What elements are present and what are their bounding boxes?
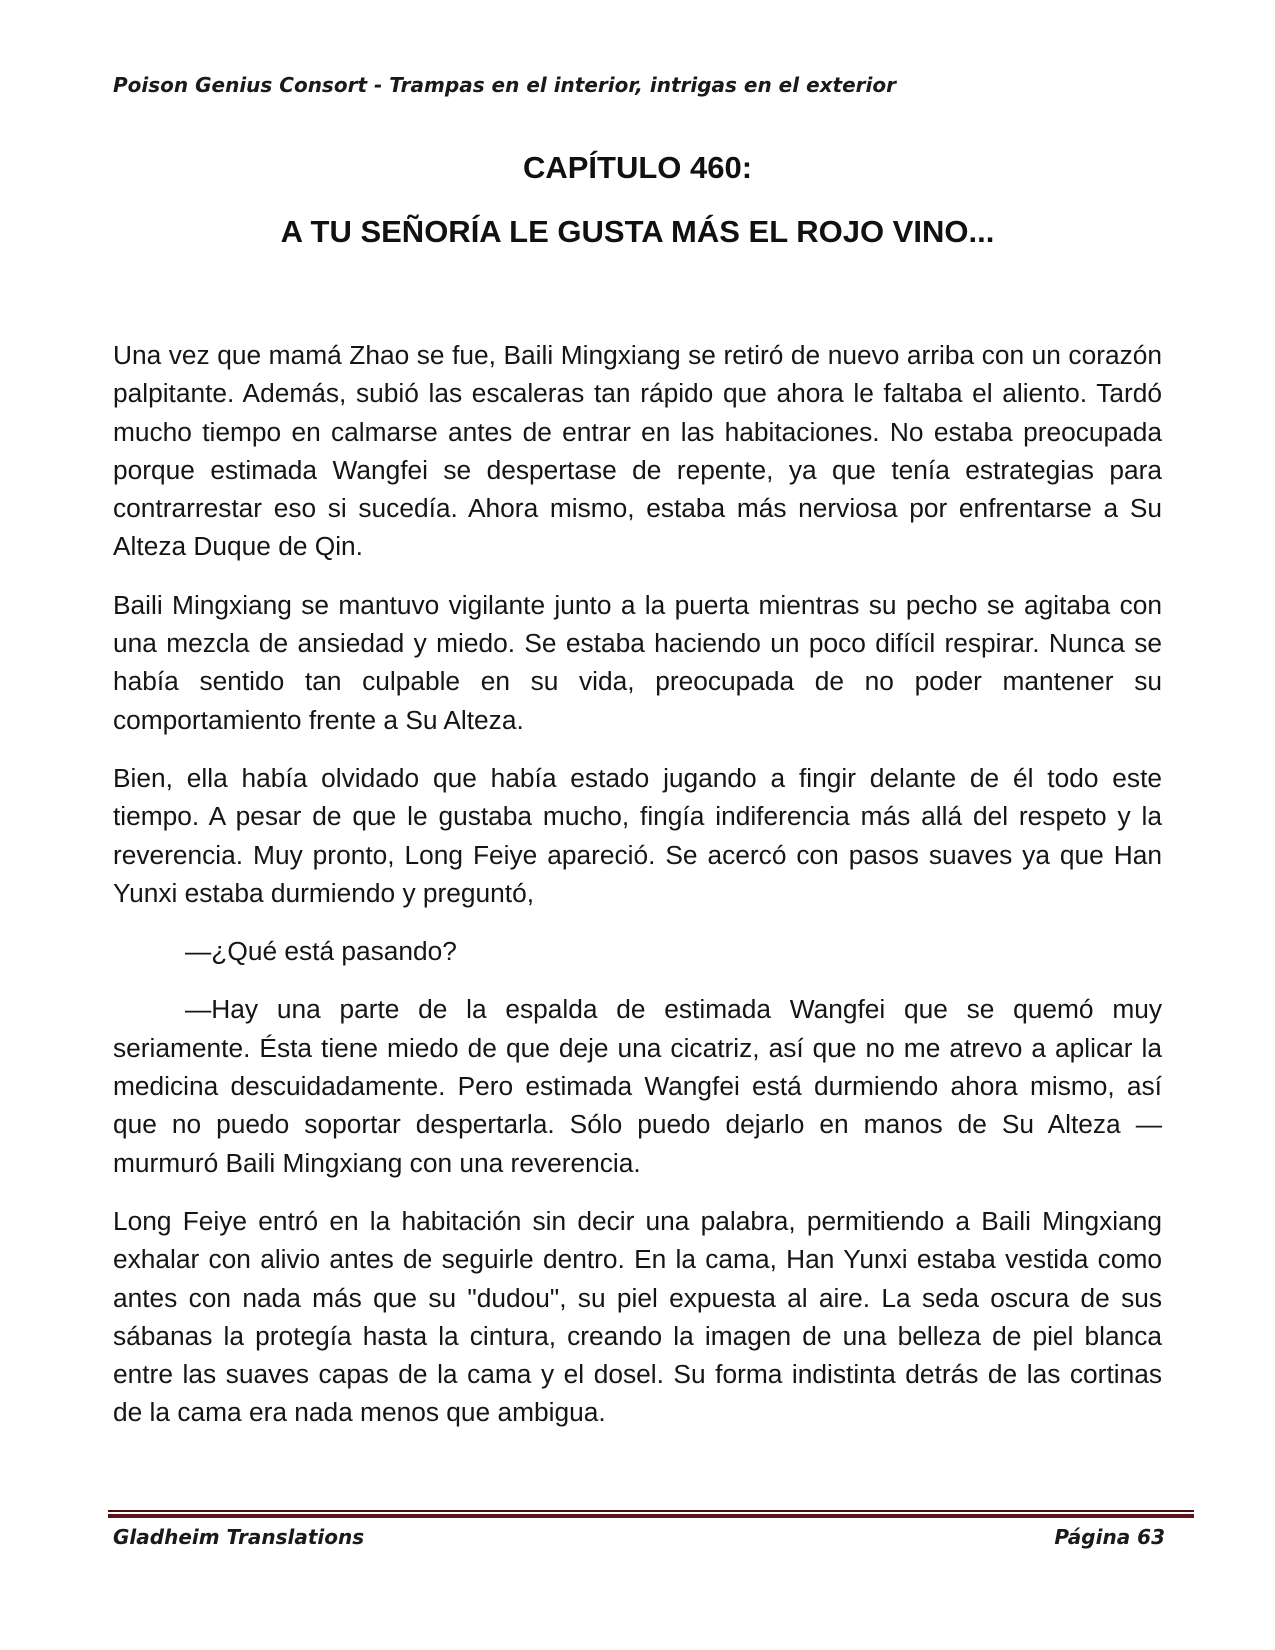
paragraph: Long Feiye entró en la habitación sin decir una palabra, permitiendo a Baili Mingxiang exhalar con alivio antes de seguirle dentro. En la cama, Han Yunxi estaba vestida como antes con nada más que su "dudou", su piel expuesta al aire. La seda oscura de sus sábanas la protegía hasta la cintura, creando la imagen de una belleza de piel blanca entre las suaves capas de la cama y el dosel. Su forma indistinta detrás de las cortinas de la cama era nada menos que ambigua. (113, 1205, 1162, 1428)
dialogue-paragraph: —¿Qué está pasando? (185, 936, 457, 967)
paragraph: Baili Mingxiang se mantuvo vigilante junto a la puerta mientras su pecho se agitaba con una mezcla de ansiedad y miedo. Se estaba haciendo un poco difícil respirar. Nunca se había sentido tan culpable en su vida, preocupada de no poder mantener su comportamiento frente a Su Alteza. (113, 589, 1162, 735)
footer-publisher: Gladheim Translations (113, 1525, 365, 1549)
body-text (113, 336, 1162, 1452)
footer-rule-thin (108, 1510, 1194, 1512)
dialogue-paragraph: —Hay una parte de la espalda de estimada Wangfei que se quemó muy seriamente. Ésta tiene miedo de que deje una cicatriz, así que no me atrevo a aplicar la medicina descuidadamente. Pero estimada Wangfei está durmiendo ahora mismo, así que no puedo soportar despertarla. Sólo puedo dejarlo en manos de Su Alteza —murmuró Baili Mingxiang con una reverencia. (113, 994, 1162, 1178)
footer-page-number: Página 63 (1054, 1525, 1165, 1549)
footer-rule (108, 1510, 1194, 1518)
paragraph: Una vez que mamá Zhao se fue, Baili Mingxiang se retiró de nuevo arriba con un corazón palpitante. Además, subió las escaleras tan rápido que ahora le faltaba el aliento. Tardó mucho tiempo en calmarse antes de entrar en las habitaciones. No estaba preocupada porque estimada Wangfei se despertase de repente, ya que tenía estrategias para contrarrestar eso si sucedía. Ahora mismo, estaba más nerviosa por enfrentarse a Su Alteza Duque de Qin. (113, 340, 1162, 562)
paragraph: Bien, ella había olvidado que había estado jugando a fingir delante de él todo este tiempo. A pesar de que le gustaba mucho, fingía indiferencia más allá del respeto y la reverencia. Muy pronto, Long Feiye apareció. Se acercó con pasos suaves ya que Han Yunxi estaba durmiendo y preguntó, (113, 762, 1162, 908)
footer-rule-thick (108, 1514, 1194, 1518)
running-header: Poison Genius Consort - Trampas en el interior, intrigas en el exterior (113, 73, 896, 97)
chapter-title: A TU SEÑORÍA LE GUSTA MÁS EL ROJO VINO... (280, 214, 995, 249)
chapter-number: CAPÍTULO 460: (522, 150, 753, 185)
